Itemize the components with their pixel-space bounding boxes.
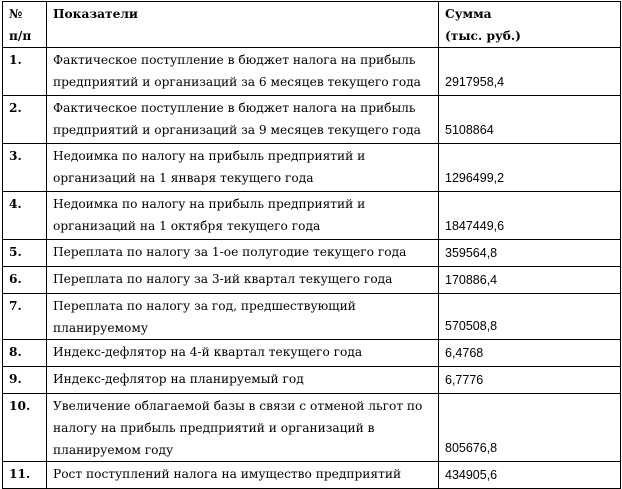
row-indicator: Фактическое поступление в бюджет налога на прибыль предприятий и организаций за 6 месяцев текущего года	[47, 48, 439, 96]
row-value: 1296499,2	[439, 144, 621, 192]
row-indicator: Фактическое поступление в бюджет налога на прибыль предприятий и организаций за 9 месяцев текущего года	[47, 96, 439, 144]
row-indicator: Переплата по налогу за год, предшествующий планируемому	[47, 294, 439, 340]
row-value: 170886,4	[439, 267, 621, 294]
table-row	[3, 48, 621, 96]
table-row	[3, 340, 621, 367]
row-indicator: Рост поступлений налога на имущество предприятий	[47, 462, 439, 489]
row-value: 570508,8	[439, 294, 621, 340]
table-row	[3, 96, 621, 144]
table-row	[3, 192, 621, 240]
row-number: 7.	[3, 294, 47, 340]
indicators-table	[2, 1, 621, 489]
row-number: 8.	[3, 340, 47, 367]
header-sum: Сумма (тыс. руб.)	[439, 2, 621, 48]
row-value: 359564,8	[439, 240, 621, 267]
row-number: 10.	[3, 394, 47, 462]
row-value: 5108864	[439, 96, 621, 144]
table-row	[3, 367, 621, 394]
row-value: 6,4768	[439, 340, 621, 367]
row-value: 2917958,4	[439, 48, 621, 96]
row-indicator: Увеличение облагаемой базы в связи с отменой льгот по налогу на прибыль предприятий и организаций в планируемом году	[47, 394, 439, 462]
table-header-row	[3, 2, 621, 48]
table-row	[3, 267, 621, 294]
row-value: 434905,6	[439, 462, 621, 489]
row-number: 1.	[3, 48, 47, 96]
row-number: 6.	[3, 267, 47, 294]
row-number: 9.	[3, 367, 47, 394]
row-indicator: Недоимка по налогу на прибыль предприятий и организаций на 1 января текущего года	[47, 144, 439, 192]
table-row	[3, 294, 621, 340]
header-number: № п/п	[3, 2, 47, 48]
table-row	[3, 462, 621, 489]
row-indicator: Переплата по налогу за 1-ое полугодие текущего года	[47, 240, 439, 267]
row-value: 6,7776	[439, 367, 621, 394]
row-indicator: Индекс-дефлятор на планируемый год	[47, 367, 439, 394]
row-value: 1847449,6	[439, 192, 621, 240]
row-number: 11.	[3, 462, 47, 489]
table-row	[3, 144, 621, 192]
row-number: 2.	[3, 96, 47, 144]
row-value: 805676,8	[439, 394, 621, 462]
row-number: 5.	[3, 240, 47, 267]
row-number: 3.	[3, 144, 47, 192]
header-indicator: Показатели	[47, 2, 439, 48]
row-indicator: Переплата по налогу за 3-ий квартал текущего года	[47, 267, 439, 294]
row-indicator: Недоимка по налогу на прибыль предприятий и организаций на 1 октября текущего года	[47, 192, 439, 240]
row-number: 4.	[3, 192, 47, 240]
table-row	[3, 240, 621, 267]
row-indicator: Индекс-дефлятор на 4-й квартал текущего года	[47, 340, 439, 367]
table-row	[3, 394, 621, 462]
